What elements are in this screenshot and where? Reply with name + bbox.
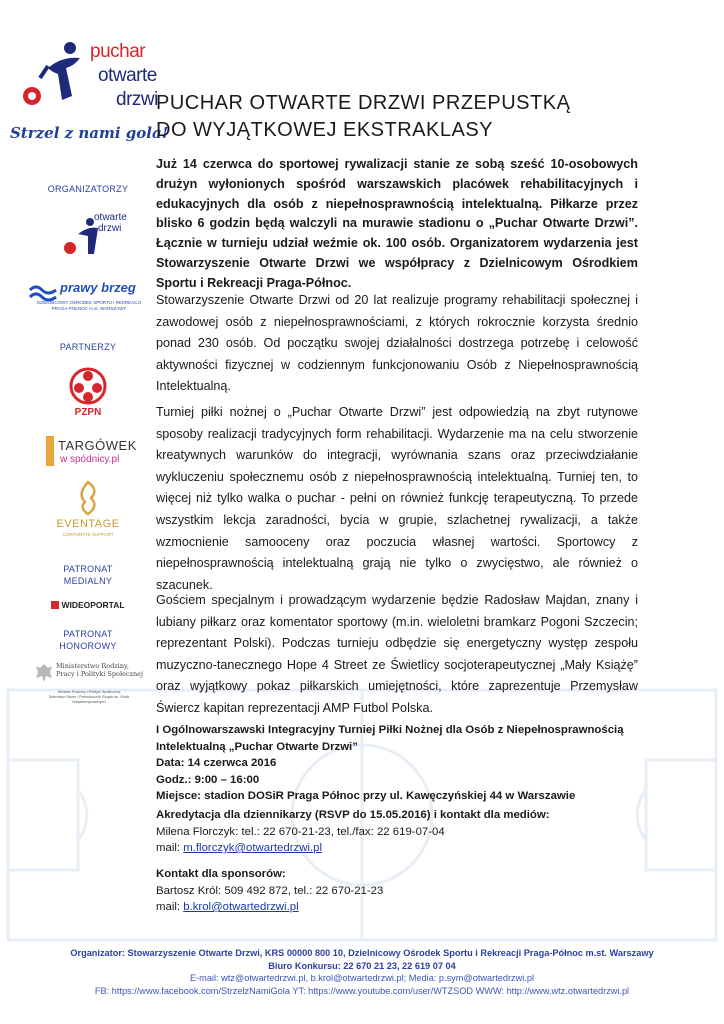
wideoportal-icon — [51, 601, 59, 609]
media-patronage-heading — [28, 563, 148, 587]
footer-office: Biuro Konkursu: 22 670 21 23, 22 619 07 04 — [268, 960, 456, 971]
sponsor-contact-person: Bartosz Król: 509 492 872, tel.: 22 670-21-23 — [156, 884, 384, 897]
media-contact-heading: Akredytacja dla dziennikarzy (RSVP do 15.05.2016) i kontakt dla mediów: — [156, 809, 550, 821]
lead-paragraph: Już 14 czerwca do sportowej rywalizacji stanie ze sobą sześć 10-osobowych drużyn wyłonionych spośród warszawskich placówek rehabilitacyjnych i edukacyjnych dla osób z niepełnosprawnością intelektualną. Piłkarze przez blisko 6 godzin będą walczyli na murawie stadionu o „Puchar Otwarte Drzwi”. Łącznie w turnieju udział weźmie ok. 100 osób. Organizatorem wydarzenia jest Stowarzyszenie Otwarte Drzwi we współpracy z Dzielnicowym Ośrodkiem Sportu i Rekreacji Praga-Północ. — [156, 157, 638, 290]
media-mail-label: mail: — [156, 842, 184, 854]
page-title-line2: DO WYJĄTKOWEJ EKSTRAKLASY — [156, 119, 494, 141]
media-patronage-line1: PATRONAT — [63, 564, 113, 574]
media-contact-mail-row — [156, 840, 638, 857]
ministry-sub-line1: Minister Rodziny i Polityki Społecznej — [57, 690, 121, 694]
footer-social: FB: https://www.facebook.com/StrzelzNamiGola YT: https://www.youtube.com/user/WTZSOD WWW: http://www.wtz.otwartedrzwi.pl — [94, 985, 630, 996]
event-name-line1: I Ogólnowarszawski Integracyjny Turniej Piłki Nożnej dla Osób z Niepełnosprawnością — [156, 724, 624, 736]
media-contact-block — [156, 807, 638, 857]
sponsor-mail-label: mail: — [156, 901, 184, 913]
footer — [0, 947, 724, 997]
partner-logo-pzpn — [28, 366, 148, 424]
organizer-logo-prawy-brzeg — [28, 280, 148, 320]
partner-logo-eventage — [28, 480, 148, 542]
partner-logo-targowek — [28, 436, 148, 472]
honorary-patronage-line2: HONOROWY — [59, 641, 117, 651]
organizers-heading: ORGANIZATORZY — [47, 184, 129, 194]
honorary-logo-ministry — [28, 660, 148, 710]
logo-slogan: Strzel z nami gola! — [10, 124, 169, 142]
footer-emails: E-mail: wtz@otwartedrzwi.pl, b.krol@otwartedrzwi.pl; Media: p.sym@otwartedrzwi.pl — [189, 973, 535, 983]
prawy-brzeg-sub: DZIELNICOWY OŚRODEK SPORTU I REKREACJI PRAGA-PÓŁNOC m.st. WARSZAWY — [37, 300, 141, 311]
partners-heading: PARTNERZY — [59, 342, 117, 352]
paragraph-tournament: Turniej piłki nożnej o „Puchar Otwarte Drzwi” jest odpowiedzią na zbyt rutynowe sposoby realizacji tradycyjnych form rehabilitacji. Wydarzenie ma na celu stworzenie kreatywnych warunków do integracji, wyrównania szans oraz przeciwdziałanie wykluczeniu społecznemu osób z niepełnosprawnością intelektualną. Turniej ten, to więcej niż tylko walka o puchar - pełni on również funkcję terapeutyczną. To przede wszystkim lekcja zaradności, bycia w grupie, szlachetnej rywalizacji, a także wzmocnienie samooceny oraz poczucia własnej wartości. Sportowcy z niepełnosprawnością intelektualną grają nie tylko o zwycięstwo, ale również o szacunek. — [156, 405, 638, 592]
eventage-sub: CORPORATE SUPPORT — [62, 532, 114, 537]
sponsor-contact-mail-row — [156, 899, 638, 916]
honorary-patronage-heading — [28, 628, 148, 652]
event-place: Miejsce: stadion DOSiR Praga Północ przy ul. Kawęczyńskiej 44 w Warszawie — [156, 790, 576, 802]
targowek-bar-icon — [46, 436, 54, 466]
logo-otwarte: otwarte — [98, 65, 157, 86]
honorary-patronage-line1: PATRONAT — [63, 629, 113, 639]
event-time: Godz.: 9:00 – 16:00 — [156, 773, 260, 786]
sponsor-contact-heading: Kontakt dla sponsorów: — [156, 868, 286, 880]
eventage-name: EVENTAGE — [56, 518, 120, 530]
targowek-sub: w spódnicy.pl — [60, 454, 120, 465]
pzpn-label: PZPN — [74, 407, 102, 418]
sponsor-contact-block — [156, 866, 638, 916]
eagle-emblem-icon — [34, 662, 54, 686]
media-mail-link[interactable]: m.florczyk@otwartedrzwi.pl — [183, 842, 323, 854]
event-date: Data: 14 czerwca 2016 — [156, 757, 277, 769]
player-icon — [18, 38, 98, 118]
media-patronage-line2: MEDIALNY — [63, 576, 113, 586]
event-name-line2: Intelektualną „Puchar Otwarte Drzwi” — [156, 740, 358, 753]
organizer-logo-line2: drzwi — [98, 223, 122, 234]
logo-puchar: puchar — [90, 41, 146, 62]
eventage-flame-icon — [73, 480, 103, 516]
paragraph-guests: Gościem specjalnym i prowadzącym wydarzenie będzie Radosław Majdan, znany i lubiany piłkarz oraz komentator sportowy (m.in. wieloletni bramkarz Pogoni Szczecin; reprezentant Polski). Podczas turnieju odbędzie się energetyczny występ zespołu muzyczno-tanecznego Hope 4 Street ze Świetlicy socjoterapeutycznej „Mały Książę” oraz wyjątkowy pokaz piłkarskich umiejętności, które zaprezentuje Przemysław Świercz kapitan reprezentacji AMP Futbol Polska. — [156, 593, 638, 715]
logo-drzwi: drzwi — [116, 89, 158, 110]
media-logo-wideoportal — [28, 596, 148, 610]
organizer-logo-line1: otwarte — [94, 212, 127, 223]
organizer-logo-otwarte-drzwi — [28, 200, 148, 270]
event-details — [156, 722, 638, 805]
prawy-brzeg-name: prawy brzeg — [60, 280, 136, 295]
sponsor-mail-link[interactable]: b.krol@otwartedrzwi.pl — [183, 901, 299, 913]
targowek-name: TARGÓWEK — [58, 438, 137, 453]
page-title-line1: PUCHAR OTWARTE DRZWI PRZEPUSTKĄ — [156, 92, 571, 114]
ministry-name-line1: Ministerstwo Rodziny, — [56, 662, 129, 670]
paragraph-association: Stowarzyszenie Otwarte Drzwi od 20 lat realizuje programy rehabilitacji społecznej i zawodowej osób z niepełnosprawnościami, z których rokrocznie korzysta średnio ponad 230 osób. Od początku swojej działalności dostrzega potrzebę i celowość aktywności fizycznej w codziennym funkcjonowaniu Osób z Niepełnosprawnością Intelektualną. — [156, 293, 638, 394]
ministry-name-line2: Pracy i Polityki Społecznej — [56, 670, 144, 678]
footer-organizer: Organizator: Stowarzyszenie Otwarte Drzwi, KRS 00000 800 10, Dzielnicowy Ośrodek Sportu i Rekreacji Praga-Północ m.st. Warszawy — [70, 948, 654, 958]
ministry-sub-line2: Sekretarz Stanu / Pełnomocnik Rządu ds. Osób Niepełnosprawnych — [48, 695, 130, 704]
media-contact-person: Milena Florczyk: tel.: 22 670-21-23, tel./fax: 22 619-07-04 — [156, 825, 445, 838]
pzpn-emblem-icon — [68, 366, 108, 406]
wideoportal-name: WIDEOPORTAL — [61, 599, 125, 610]
